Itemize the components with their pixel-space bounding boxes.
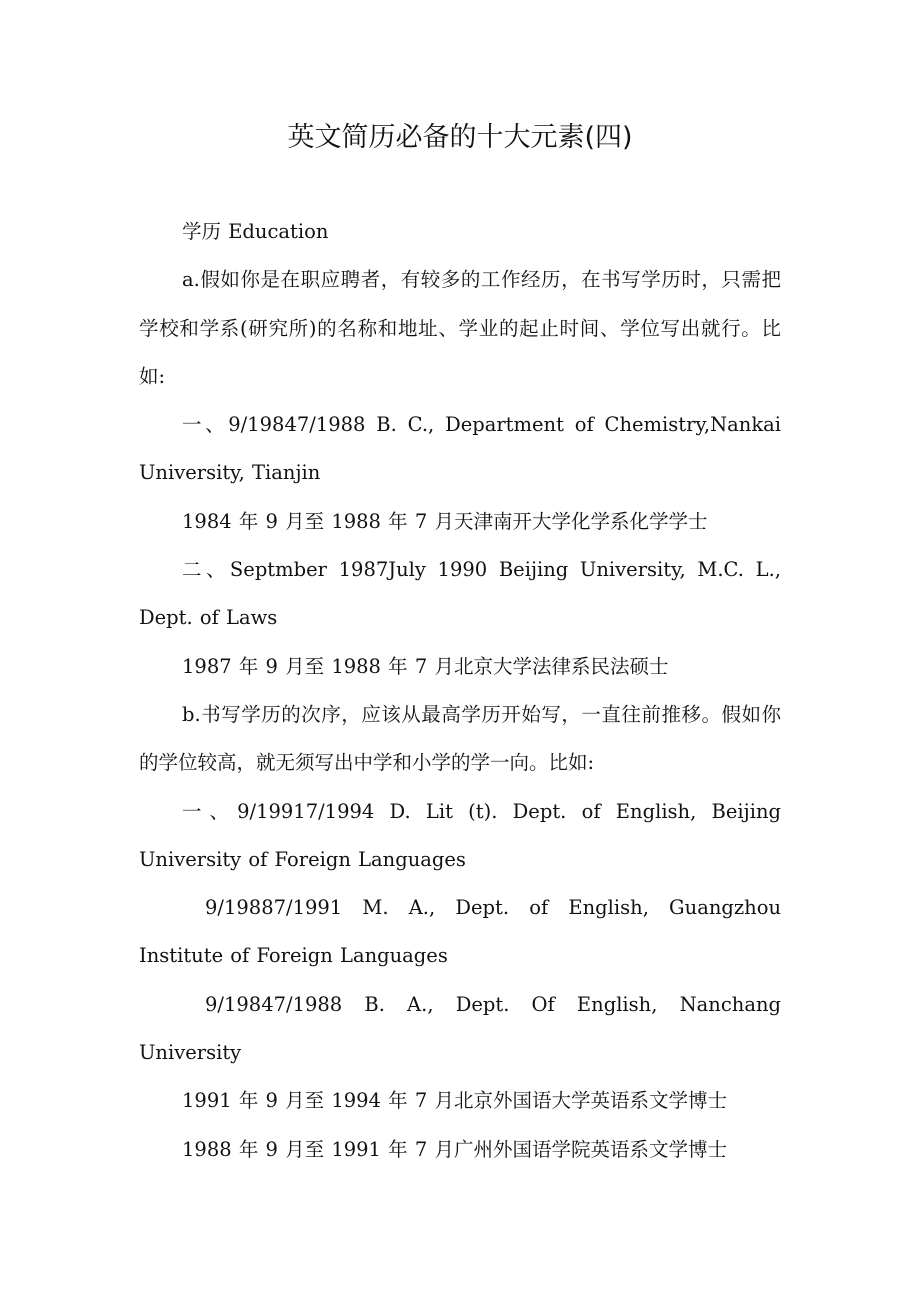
paragraph-b: b.书写学历的次序，应该从最高学历开始写，一直往前推移。假如你的学位较高，就无须写出中学和小学的学一向。比如:: [139, 702, 781, 775]
document-title: 英文简历必备的十大元素(四): [287, 122, 633, 153]
education-entry-2-translation: 1987 年 9 月至 1988 年 7 月北京大学法律系民法硕士: [182, 654, 669, 678]
education-entry-1-translation: 1984 年 9 月至 1988 年 7 月天津南开大学化学系化学学士: [182, 509, 708, 533]
education-entry-1: 一、9/19847/1988 B. C., Department of Chemistry,Nankai University, Tianjin: [139, 413, 781, 485]
education-entry-3: 一、9/19917/1994 D. Lit (t). Dept. of English, Beijing University of Foreign Languages: [139, 799, 781, 871]
education-entry-2: 二、Septmber 1987July 1990 Beijing University, M.C. L., Dept. of Laws: [139, 558, 781, 630]
education-entry-5: 9/19847/1988 B. A., Dept. Of English, Nanchang University: [139, 992, 781, 1065]
education-entry-3-translation: 1991 年 9 月至 1994 年 7 月北京外国语大学英语系文学博士: [182, 1089, 727, 1113]
education-entry-4: 9/19887/1991 M. A., Dept. of English, Guangzhou Institute of Foreign Languages: [139, 896, 781, 968]
paragraph-a: a.假如你是在职应聘者，有较多的工作经历，在书写学历时，只需把学校和学系(研究所)的名称和地址、学业的起止时间、学位写出就行。比如:: [139, 268, 781, 388]
education-entry-4-translation: 1988 年 9 月至 1991 年 7 月广州外国语学院英语系文学博士: [182, 1137, 727, 1161]
document-body: [139, 208, 781, 1174]
section-heading-education: 学历 Education: [182, 220, 329, 243]
